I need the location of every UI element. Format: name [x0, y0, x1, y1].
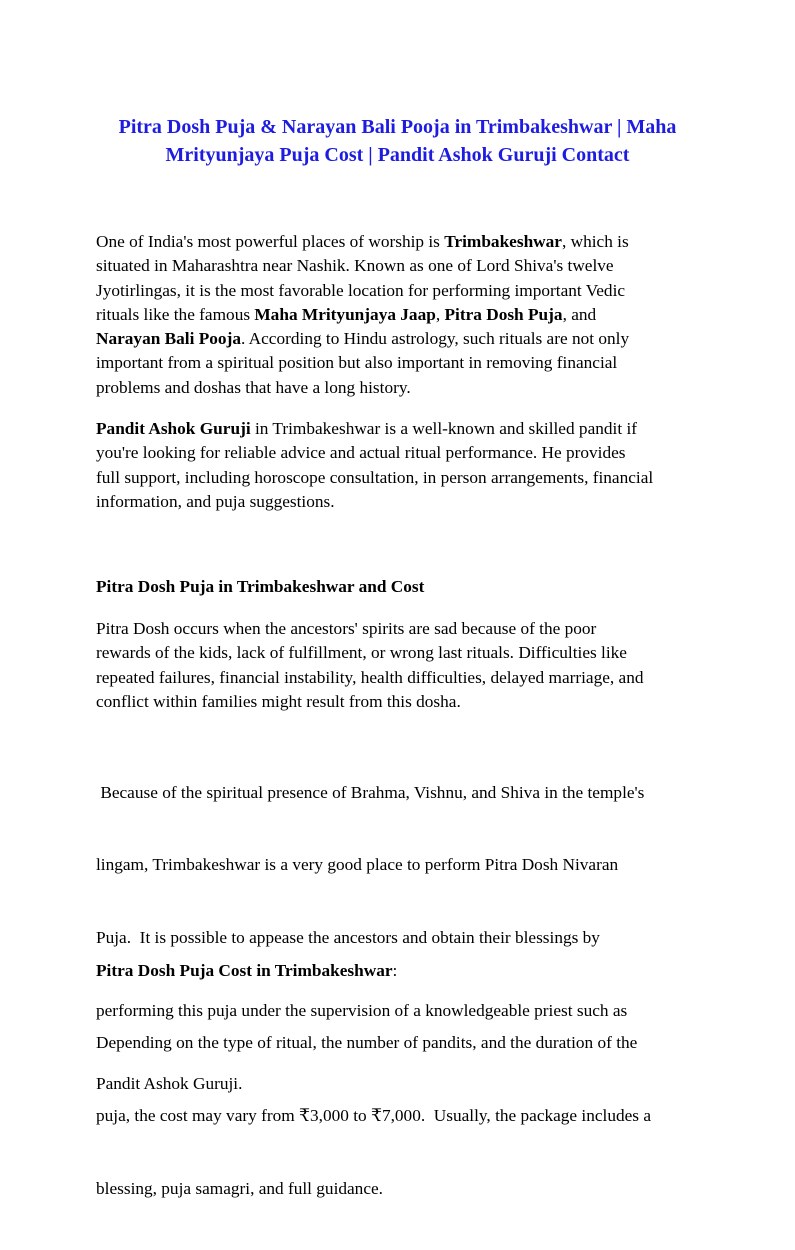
intro-line-7: problems and doshas that have a long history.	[96, 377, 411, 397]
s1p1-line-1: Pitra Dosh occurs when the ancestors' spirits are sad because of the poor	[96, 619, 597, 638]
s1p2-line-3: Puja. It is possible to appease the ancestors and obtain their blessings by	[96, 928, 600, 948]
intro-line-4: rituals like the famous Maha Mrityunjaya Jaap, Pitra Dosh Puja, and	[96, 304, 597, 324]
title-line-1: Pitra Dosh Puja & Narayan Bali Pooja in Trimbakeshwar | Maha	[118, 116, 677, 138]
s1p1-line-4: conflict within families might result from this dosha.	[96, 691, 461, 711]
s1p2-line-4: performing this puja under the supervision of a knowledgeable priest such as	[96, 1001, 628, 1021]
intro-paragraph	[96, 230, 716, 400]
pandit-line-2: you're looking for reliable advice and actual ritual performance. He provides	[96, 443, 626, 463]
intro-line-1: One of India's most powerful places of worship is Trimbakeshwar, which is	[96, 232, 629, 251]
bold-maha-mrityunjaya-jaap: Maha Mrityunjaya Jaap	[254, 304, 436, 324]
bold-pandit-ashok-guruji: Pandit Ashok Guruji	[96, 419, 251, 438]
s2-line-3: blessing, puja samagri, and full guidance.	[96, 1179, 383, 1199]
bold-narayan-bali-pooja: Narayan Bali Pooja	[96, 329, 241, 349]
page-title	[60, 113, 735, 169]
section2-block	[96, 910, 716, 1250]
section2-heading-suffix: :	[392, 960, 398, 980]
pandit-line-4: information, and puja suggestions.	[96, 491, 335, 511]
s1p2-line-5: Pandit Ashok Guruji.	[96, 1074, 243, 1094]
s1p2-line-1: Because of the spiritual presence of Brahma, Vishnu, and Shiva in the temple's	[96, 782, 645, 802]
intro-line-5: Narayan Bali Pooja. According to Hindu astrology, such rituals are not only	[96, 329, 630, 349]
bold-trimbakeshwar: Trimbakeshwar	[444, 232, 562, 251]
section2-heading-line	[96, 959, 716, 983]
section2-heading: Pitra Dosh Puja Cost in Trimbakeshwar	[96, 960, 393, 980]
s1p1-line-2: rewards of the kids, lack of fulfillment, or wrong last rituals. Difficulties like	[96, 643, 627, 663]
intro-line-6: important from a spiritual position but also important in removing financial	[96, 353, 618, 373]
intro-line-2: situated in Maharashtra near Nashik. Known as one of Lord Shiva's twelve	[96, 256, 614, 276]
title-line-2: Mrityunjaya Puja Cost | Pandit Ashok Guruji Contact	[165, 144, 630, 166]
pandit-line-3: full support, including horoscope consultation, in person arrangements, financial	[96, 467, 654, 487]
section1-paragraph-1	[96, 617, 716, 714]
s2-line-2: puja, the cost may vary from ₹3,000 to ₹7,000. Usually, the package includes a	[96, 1106, 652, 1126]
s1p2-line-2: lingam, Trimbakeshwar is a very good place to perform Pitra Dosh Nivaran	[96, 855, 619, 875]
bold-pitra-dosh-puja: Pitra Dosh Puja	[444, 304, 563, 324]
pandit-paragraph	[96, 417, 716, 514]
section1-heading: Pitra Dosh Puja in Trimbakeshwar and Cost	[96, 577, 425, 596]
pandit-line-1: Pandit Ashok Guruji in Trimbakeshwar is a well-known and skilled pandit if	[96, 419, 638, 438]
intro-line-3: Jyotirlingas, it is the most favorable location for performing important Vedic	[96, 280, 626, 300]
s2-line-1: Depending on the type of ritual, the number of pandits, and the duration of the	[96, 1033, 638, 1053]
s1p1-line-3: repeated failures, financial instability, health difficulties, delayed marriage, and	[96, 667, 644, 687]
